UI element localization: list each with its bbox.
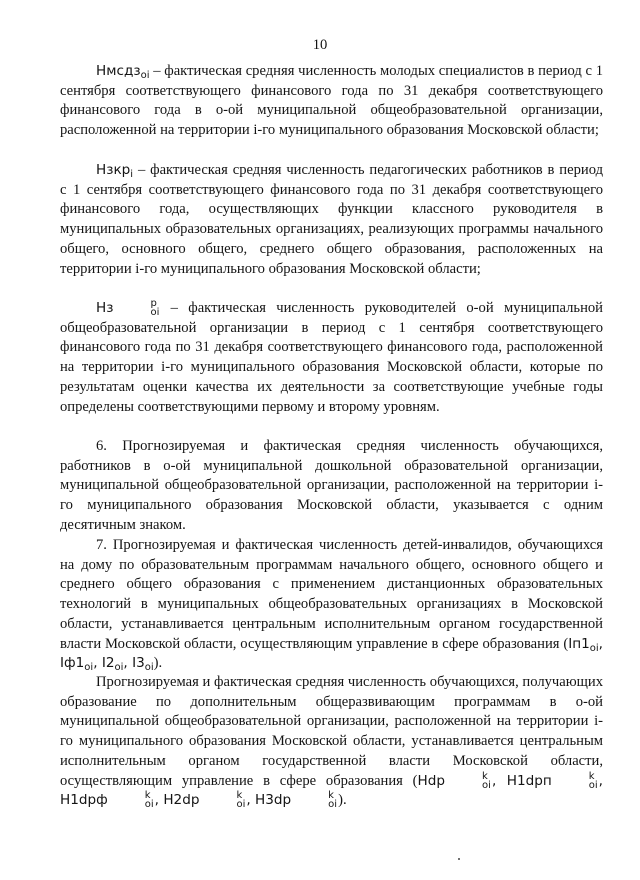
var-list: Hdp k oi , H1dpп k oi , H1dpф k oi , H2dp k oi , H3dp k oi (60, 770, 603, 811)
paragraph-item-7: 7. Прогнозируемая и фактическая численность детей-инвалидов, обучающихся на дому по образовательным программам начального общего, основного общего и среднего общего образования с применением дистанционных образовательных технологий в муниципальных общеобразовательных организациях в Московской области, устанавливается центральным исполнительным органом государственной власти Московской области, осуществляющим управление в сфере образования ($Iп1_{oi}$, $Iф1_{oi}$, $I2_{oi}$, $I3_{oi}$). (60, 537, 603, 674)
variable-name: Нз р oi (96, 298, 160, 318)
var-list: $Iп1_{oi}$, $Iф1_{oi}$, $I2_{oi}$, $I3_{oi}$ (60, 635, 603, 674)
paragraph-heads (60, 299, 603, 417)
paragraph-item-6 (60, 437, 603, 536)
paragraph-class-teachers (60, 161, 603, 279)
scan-speck (458, 858, 460, 860)
paragraph-text: Прогнозируемая и фактическая средняя численность обучающихся, получающих образование по дополнительным общеразвивающим программам в о-ой муниципальной общеобразовательной организации, расположенной на территории i-го муниципального образования Московской области, устанавливается центральным исполнительным органом государственной власти Московской области, осуществляющим управление в сфере образования (60, 674, 603, 789)
page-number: 10 (312, 37, 328, 53)
paragraph-text: – фактическая средняя численность молодых специалистов в период с 1 сентября соответствующего финансового года по 31 декабря соответствующего финансового года в о-ой муниципальной общеобразовательной организации, расположенной на территории i-го муниципального образования Московской области; (60, 63, 603, 139)
paragraph-additional-programs: Прогнозируемая и фактическая средняя численность обучающихся, получающих образование по дополнительным общеразвивающим программам в о-ой муниципальной общеобразовательной организации, расположенной на территории i-го муниципального образования Московской области, устанавливается центральным исполнительным органом государственной власти Московской области, осуществляющим управление в сфере образования (Hdp k oi , H1dpп k oi , H1dpф k oi , H2dp k oi , H3dp k oi ). (60, 674, 603, 811)
paragraph-text: – фактическая численность руководителей о-ой муниципальной общеобразовательной организации в период с 1 сентября соответствующего финансового года по 31 декабря соответствующего финансового года, расположенной на территории i-го муниципального образования Московской области, которые по результатам оценки качества их деятельности за соответствующие учебные годы определены соответствующими первому и второму уровням. (60, 300, 603, 415)
paragraph-young-specialists (60, 62, 603, 141)
variable-name: Нзкр$_i$ (96, 162, 134, 180)
variable-name: Нмсдз$_{oi}$ (96, 63, 150, 81)
paragraph-text: 6. Прогнозируемая и фактическая средняя численность обучающихся, работников в о-ой муниципальной дошкольной образовательной организации, муниципальной общеобразовательной организации, расположенной на территории i-го муниципального образования Московской области, указывается с одним десятичным знаком. (60, 438, 603, 533)
paragraph-text: – фактическая средняя численность педагогических работников в период с 1 сентября соответствующего финансового года по 31 декабря соответствующего финансового года, осуществляющих функции классного руководителя в муниципальных образовательных организациях, реализующих программы начального общего, основного общего, среднего общего образования, расположенных на территории i-го муниципального образования Московской области; (60, 162, 603, 277)
paragraph-text: 7. Прогнозируемая и фактическая численность детей-инвалидов, обучающихся на дому по образовательным программам начального общего, основного общего и среднего общего образования с применением дистанционных образовательных технологий в муниципальных общеобразовательных организациях в Московской области, устанавливается центральным исполнительным органом государственной власти Московской области, осуществляющим управление в сфере образования (60, 537, 603, 652)
